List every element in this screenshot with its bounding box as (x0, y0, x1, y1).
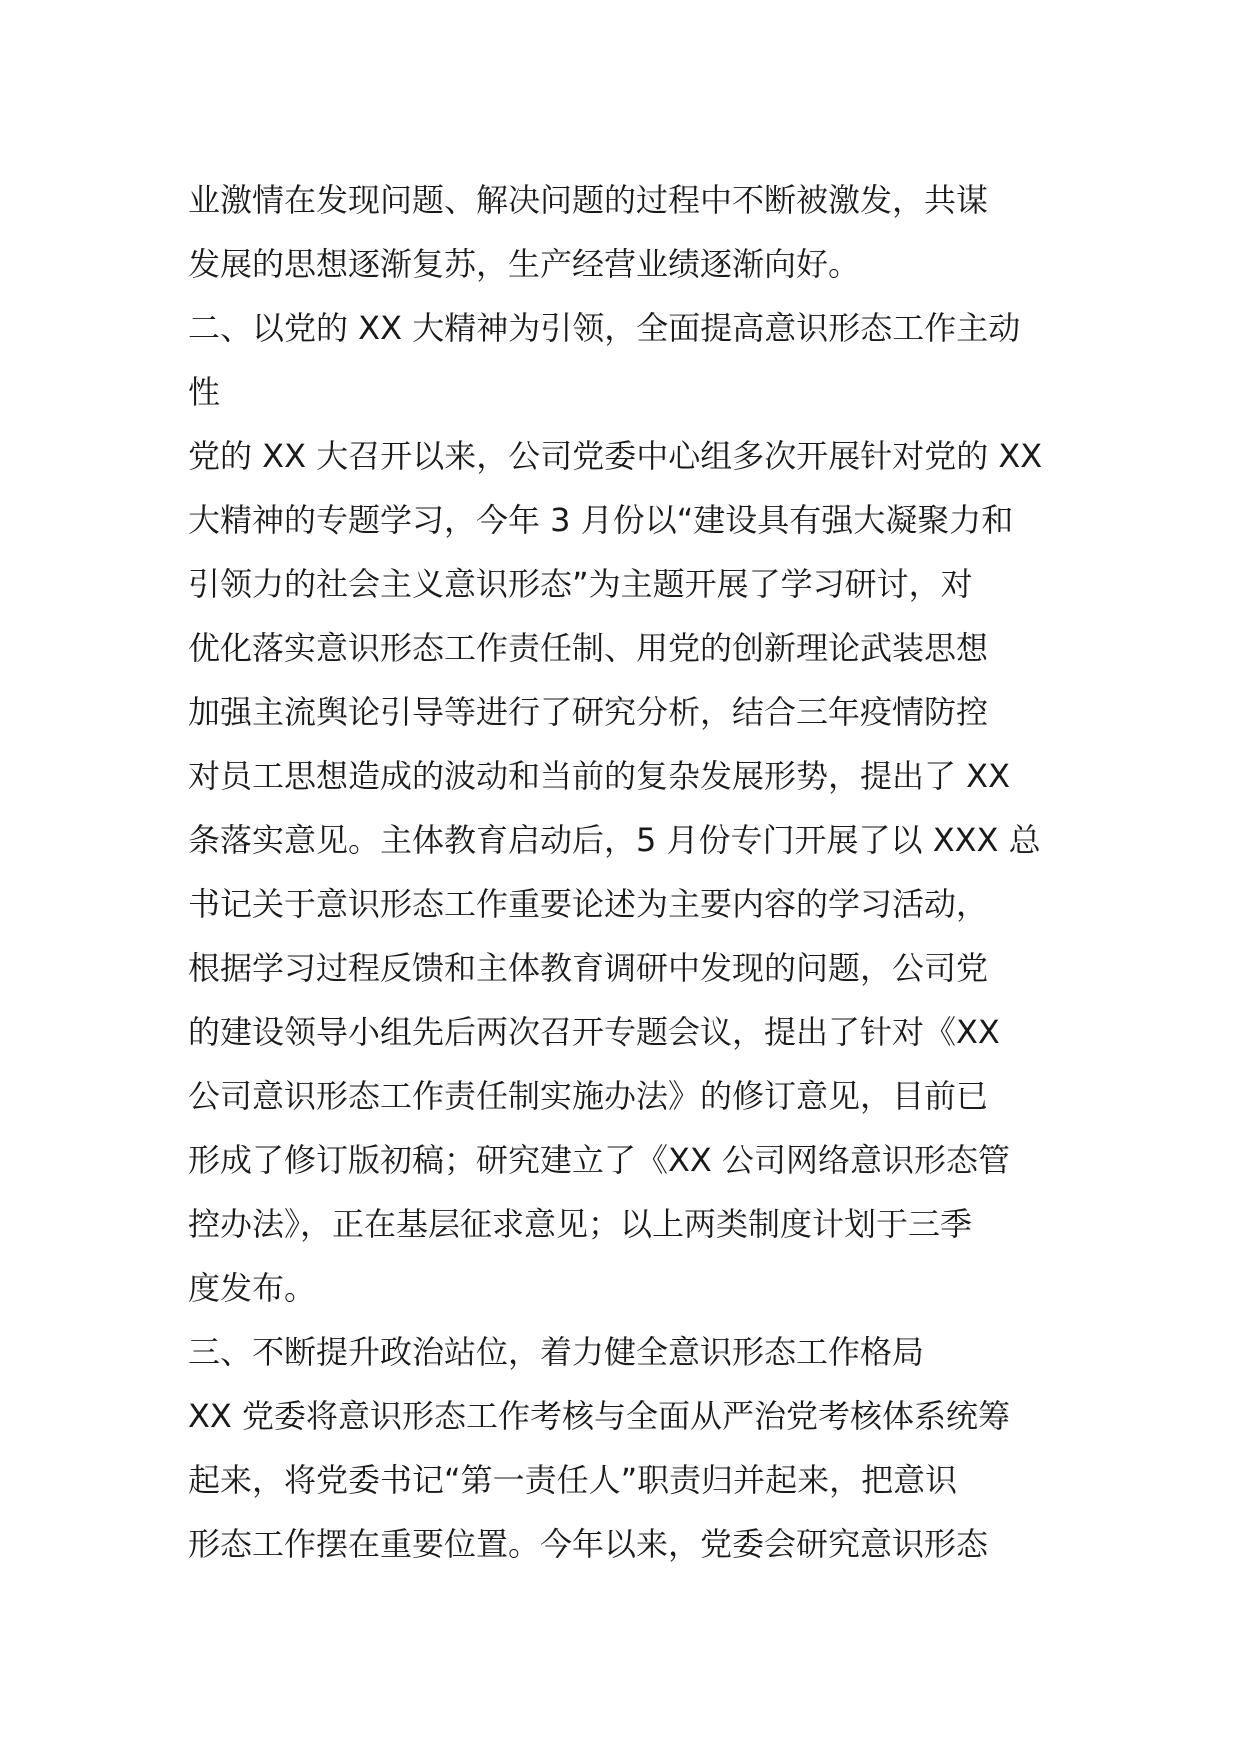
text-line: 起来，将党委书记“第一责任人”职责归并起来，把意识 (188, 1461, 958, 1499)
body-text (188, 168, 1068, 1576)
text-line: 的建设领导小组先后两次召开专题会议，提出了针对《XX (188, 1013, 1000, 1051)
text-line: 业激情在发现问题、解决问题的过程中不断被激发，共谋 (188, 181, 989, 219)
text-line: 党的 XX 大召开以来，公司党委中心组多次开展针对党的 XX (188, 437, 1043, 475)
text-line: 书记关于意识形态工作重要论述为主要内容的学习活动， (188, 885, 989, 923)
text-line: 根据学习过程反馈和主体教育调研中发现的问题，公司党 (188, 949, 989, 987)
text-line: 形态工作摆在重要位置。今年以来，党委会研究意识形态 (188, 1525, 989, 1563)
section-heading-continued: 性 (188, 373, 221, 411)
text-line: 对员工思想造成的波动和当前的复杂发展形势，提出了 XX (188, 757, 1011, 795)
text-line: 优化落实意识形态工作责任制、用党的创新理论武装思想 (188, 629, 989, 667)
section-heading: 二、以党的 XX 大精神为引领，全面提高意识形态工作主动 (188, 309, 1021, 347)
text-line: 度发布。 (188, 1269, 317, 1307)
text-line: 大精神的专题学习，今年 3 月份以“建设具有强大凝聚力和 (188, 501, 1014, 539)
text-line: 条落实意见。主体教育启动后，5 月份专门开展了以 XXX 总 (188, 821, 1041, 859)
text-line: 引领力的社会主义意识形态”为主题开展了学习研讨，对 (188, 565, 973, 603)
text-line: 公司意识形态工作责任制实施办法》的修订意见，目前已 (188, 1077, 989, 1115)
text-line: XX 党委将意识形态工作考核与全面从严治党考核体系统筹 (188, 1397, 1011, 1435)
text-line: 形成了修订版初稿；研究建立了《XX 公司网络意识形态管 (188, 1141, 1011, 1179)
text-line: 加强主流舆论引导等进行了研究分析，结合三年疫情防控 (188, 693, 989, 731)
text-line: 控办法》，正在基层征求意见；以上两类制度计划于三季 (188, 1205, 973, 1243)
text-line: 发展的思想逐渐复苏，生产经营业绩逐渐向好。 (188, 245, 861, 283)
section-heading: 三、不断提升政治站位，着力健全意识形态工作格局 (188, 1333, 925, 1371)
